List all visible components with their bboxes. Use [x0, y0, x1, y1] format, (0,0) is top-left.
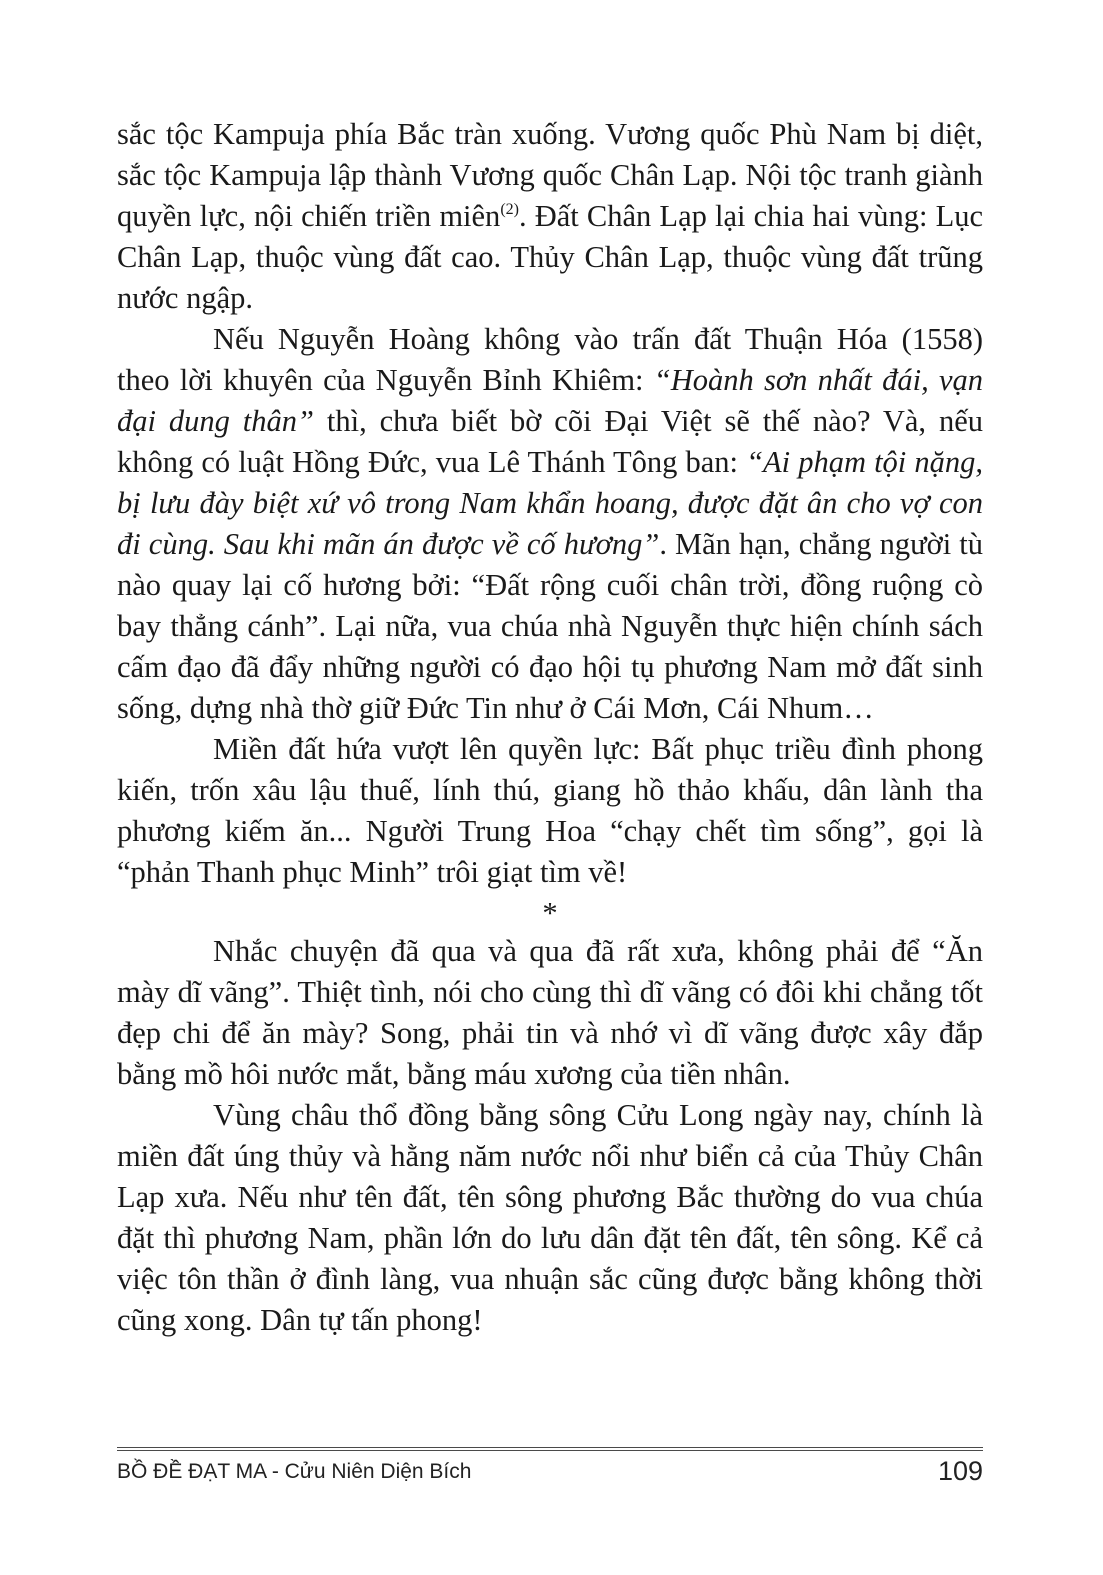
- page-number: 109: [937, 1456, 983, 1486]
- section-separator: [117, 893, 983, 931]
- paragraph-p4: [117, 931, 983, 1095]
- footer-book-title: BỒ ĐỀ ĐẠT MA - Cửu Niên Diện Bích: [117, 1460, 472, 1483]
- footnote-ref: (2): [500, 201, 519, 218]
- text-run: Miền đất hứa vượt lên quyền lực: Bất phục triều đình phong kiến, trốn xâu lậu thuế, lính thú, giang hồ thảo khấu, dân lành tha phương kiếm ăn... Người Trung Hoa “chạy chết tìm sống”, gọi là “phản Thanh phục Minh” trôi giạt tìm về!: [117, 732, 983, 889]
- paragraph-p5: [117, 1095, 983, 1341]
- paragraph-p1: [117, 114, 983, 319]
- paragraph-p3: [117, 729, 983, 893]
- footer-rule: [117, 1447, 983, 1451]
- text-run: . Đất Chân Lạp lại chia hai vùng: Lục Chân Lạp, thuộc vùng đất cao. Thủy Chân Lạp, thuộc vùng đất trũng nước ngập.: [117, 199, 983, 315]
- text-run: sắc tộc Kampuja phía Bắc tràn xuống. Vương quốc Phù Nam bị diệt, sắc tộc Kampuja lập thành Vương quốc Chân Lạp. Nội tộc tranh giành quyền lực, nội chiến triền miên: [117, 117, 983, 233]
- text-run: *: [542, 896, 558, 930]
- text-run: Vùng châu thổ đồng bằng sông Cửu Long ngày nay, chính là miền đất úng thủy và hằng năm nước nổi như biển cả của Thủy Chân Lạp xưa. Nếu như tên đất, tên sông phương Bắc thường do vua chúa đặt thì phương Nam, phần lớn do lưu dân đặt tên đất, tên sông. Kể cả việc tôn thần ở đình làng, vua nhuận sắc cũng được bằng không thời cũng xong. Dân tự tấn phong!: [117, 1098, 983, 1337]
- paragraph-p2: [117, 319, 983, 729]
- text-run: Nhắc chuyện đã qua và qua đã rất xưa, không phải để “Ăn mày dĩ vãng”. Thiệt tình, nói cho cùng thì dĩ vãng có đôi khi chẳng tốt đẹp chi để ăn mày? Song, phải tin và nhớ vì dĩ vãng được xây đắp bằng mồ hôi nước mắt, bằng máu xương của tiền nhân.: [117, 934, 983, 1091]
- italic-quote: “Hoành sơn nhất đái, vạn đại dung thân”: [117, 363, 983, 438]
- text-run: Nếu Nguyễn Hoàng không vào trấn đất Thuận Hóa (1558) theo lời khuyên của Nguyễn Bỉnh Khiêm:: [117, 322, 983, 397]
- italic-quote: “Ai phạm tội nặng, bị lưu đày biệt xứ vô trong Nam khẩn hoang, được đặt ân cho vợ con đi cùng. Sau khi mãn án được về cố hương”: [117, 445, 983, 561]
- text-run: . Mãn hạn, chẳng người tù nào quay lại cố hương bởi: “Đất rộng cuối chân trời, đồng ruộng cò bay thẳng cánh”. Lại nữa, vua chúa nhà Nguyễn thực hiện chính sách cấm đạo đã đẩy những người có đạo hội tụ phương Nam mở đất sinh sống, dựng nhà thờ giữ Đức Tin như ở Cái Mơn, Cái Nhum…: [117, 527, 983, 725]
- body-text: [117, 114, 983, 1341]
- text-run: thì, chưa biết bờ cõi Đại Việt sẽ thế nào? Và, nếu không có luật Hồng Đức, vua Lê Thánh Tông ban:: [117, 404, 983, 479]
